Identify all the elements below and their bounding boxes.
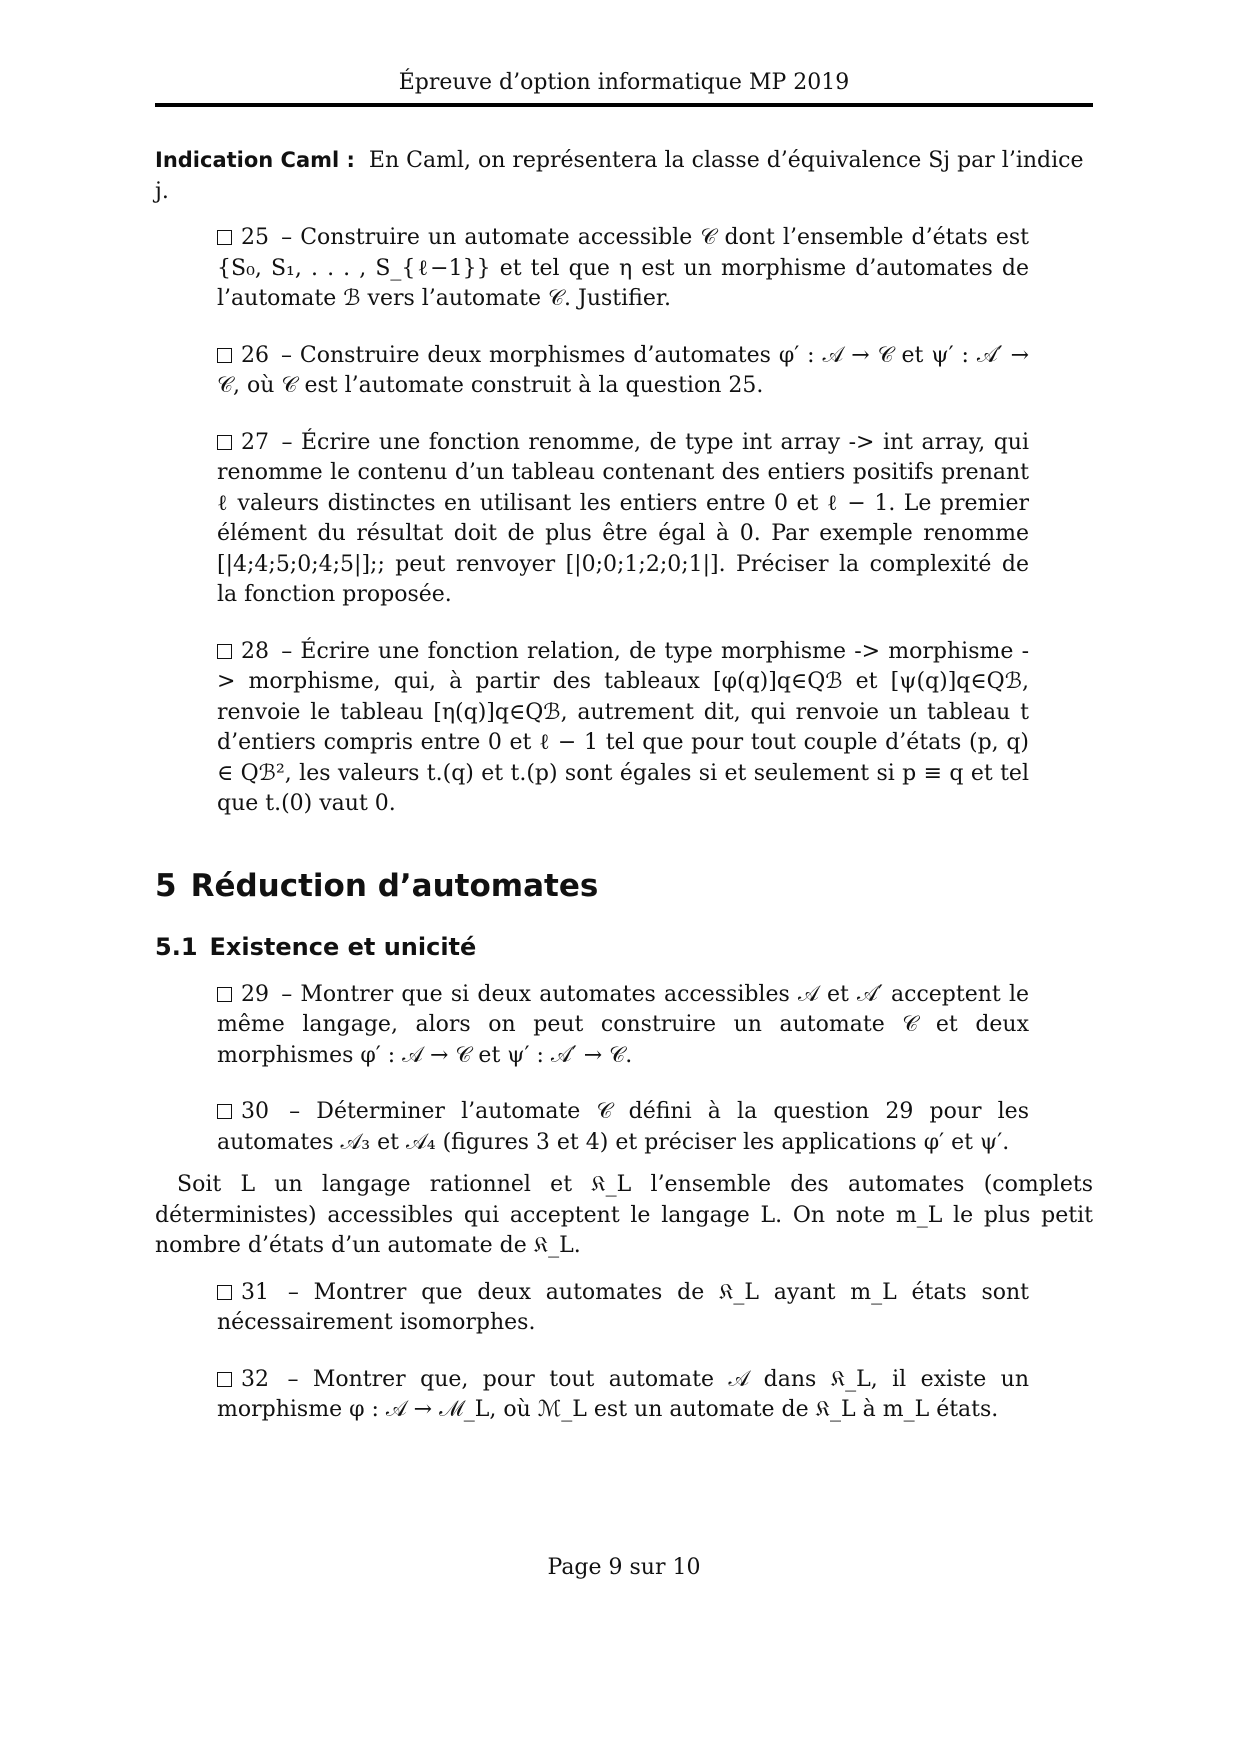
question-number: 25 (241, 225, 269, 250)
running-header: Épreuve d’option informatique MP 2019 (398, 70, 850, 95)
hint-label: Indication Caml : (155, 148, 355, 172)
checkbox-icon (217, 230, 232, 245)
page-footer: Page 9 sur 10 (547, 1555, 701, 1580)
question-text: – Montrer que, pour tout automate 𝒜 dans 𝔎_L, il existe un morphisme φ : 𝒜 → ℳ_L, où ℳ_L est un automate de 𝔎_L à m_L états. (217, 1366, 1029, 1422)
question-30 (217, 1097, 1029, 1158)
question-text: – Construire deux morphismes d’automates φ′ : 𝒜 → 𝒞 et ψ′ : 𝒜′ → 𝒞, où 𝒞 est l’automate construit à la question 25. (217, 342, 1029, 398)
hint-text: En Caml, on représentera la classe d’équivalence Sj par l’indice j. (155, 148, 1084, 204)
question-31 (217, 1278, 1029, 1339)
question-text: – Déterminer l’automate 𝒞 défini à la question 29 pour les automates 𝒜₃ et 𝒜₄ (figures 3 et 4) et préciser les applications φ′ et ψ′. (217, 1099, 1029, 1155)
question-text: – Montrer que deux automates de 𝔎_L ayant m_L états sont nécessairement isomorphes. (217, 1279, 1029, 1335)
question-32 (217, 1365, 1029, 1426)
body-paragraph: Soit L un langage rationnel et 𝔎_L l’ensemble des automates (complets déterministes) accessibles qui acceptent le langage L. On note m_L le plus petit nombre d’états d’un automate de 𝔎_L. (155, 1172, 1093, 1258)
question-29 (217, 980, 1029, 1072)
subsection-number: 5.1 (155, 932, 198, 961)
section-heading (155, 866, 1093, 906)
question-number: 30 (241, 1099, 269, 1124)
question-number: 26 (241, 342, 269, 368)
question-text: – Écrire une fonction relation, de type morphisme -> morphisme -> morphisme, qui, à partir des tableaux [φ(q)]q∈Qℬ et [ψ(q)]q∈Qℬ, renvoie le tableau [η(q)]q∈Qℬ, autrement dit, qui renvoie un tableau t d’entiers compris entre 0 et ℓ − 1 tel que pour tout couple d’états (p, q) ∈ Qℬ², les valeurs t.(q) et t.(p) sont égales si et seulement si p ≡ q et tel que t.(0) vaut 0. (217, 638, 1030, 816)
checkbox-icon (217, 348, 232, 363)
question-number: 27 (241, 429, 269, 455)
checkbox-icon (217, 987, 232, 1002)
checkbox-icon (217, 1285, 232, 1300)
checkbox-icon (217, 644, 232, 659)
question-number: 28 (241, 638, 269, 664)
header-rule (155, 103, 1093, 107)
caml-hint (155, 145, 1093, 207)
question-number: 32 (241, 1366, 269, 1392)
question-text: – Construire un automate accessible 𝒞 dont l’ensemble d’états est {S₀, S₁, . . . , S_{ℓ−1}} et tel que η est un morphisme d’automates de l’automate ℬ vers l’automate 𝒞. Justifier. (217, 225, 1029, 311)
subsection-heading (155, 930, 1093, 964)
question-number: 29 (241, 981, 269, 1007)
checkbox-icon (217, 1372, 232, 1387)
question-28 (217, 637, 1029, 820)
question-26 (217, 341, 1029, 402)
subsection-title: Existence et unicité (209, 932, 477, 961)
question-27 (217, 428, 1029, 611)
checkbox-icon (217, 1104, 232, 1119)
checkbox-icon (217, 435, 232, 450)
question-25 (217, 223, 1029, 315)
question-text: – Montrer que si deux automates accessibles 𝒜 et 𝒜′ acceptent le même langage, alors on peut construire un automate 𝒞 et deux morphismes φ′ : 𝒜 → 𝒞 et ψ′ : 𝒜′ → 𝒞. (217, 981, 1030, 1068)
section-title: Réduction d’automates (190, 867, 599, 904)
question-text: – Écrire une fonction renomme, de type int array -> int array, qui renomme le contenu d’un tableau contenant des entiers positifs prenant ℓ valeurs distinctes en utilisant les entiers entre 0 et ℓ − 1. Le premier élément du résultat doit de plus être égal à 0. Par exemple renomme [|4;4;5;0;4;5|];; peut renvoyer [|0;0;1;2;0;1|]. Préciser la complexité de la fonction proposée. (217, 429, 1030, 607)
question-number: 31 (241, 1279, 269, 1305)
page-content (155, 145, 1093, 1426)
section-number: 5 (155, 867, 177, 904)
